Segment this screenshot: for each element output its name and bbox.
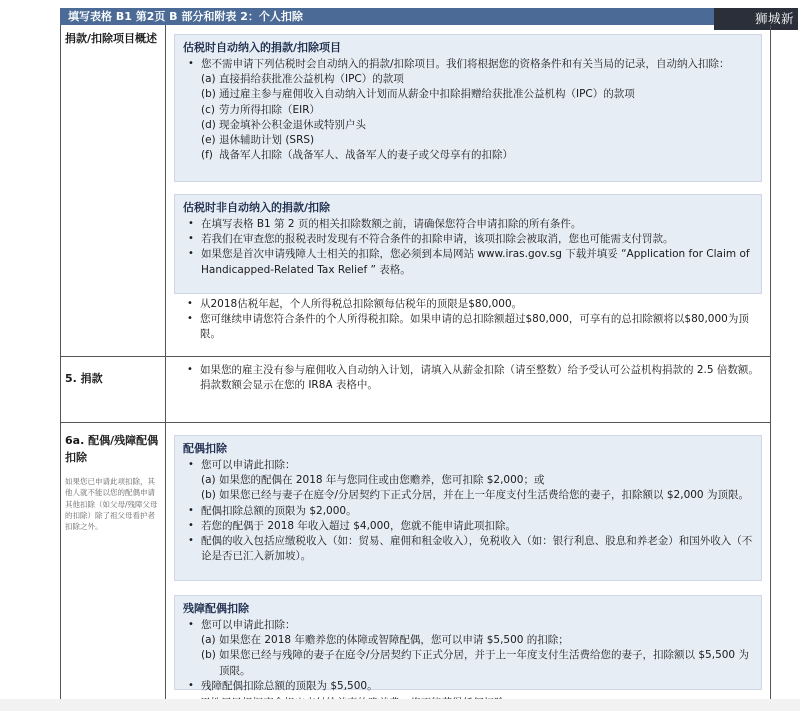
item-label: (a) xyxy=(201,73,216,86)
item-label: (b) xyxy=(201,649,216,662)
item-text: 战备军人扣除（战备军人、战备军人的妻子或父母享有的扣除） xyxy=(219,149,513,162)
list-item xyxy=(201,633,753,648)
item-text: 劳力所得扣除（EIR） xyxy=(219,103,321,116)
list-item: • 在填写表格 B1 第 2 页的相关扣除数额之前，请确保您符合申请扣除的所有条件。 xyxy=(183,217,753,232)
manual-relief-list xyxy=(183,217,753,278)
auto-relief-intro xyxy=(183,57,753,164)
auto-relief-intro-text: 您不需申请下列估税时会自动纳入的捐款/扣除项目。我们将根据您的资格条件和有关当局的记录，自动纳入扣除： xyxy=(201,57,730,70)
auto-relief-list xyxy=(183,57,753,164)
auto-relief-items xyxy=(201,72,753,163)
list-item xyxy=(201,103,753,118)
item-label: (e) xyxy=(201,134,216,147)
overview-label-cell xyxy=(61,25,166,356)
header-title: 填写表格 B1 第2页 B 部分和附表 2：个人扣除 xyxy=(68,10,303,23)
spouse-relief-list xyxy=(183,458,753,565)
item-text: 退休辅助计划 (SRS) xyxy=(219,134,315,147)
relief-cap-list xyxy=(174,294,762,343)
item-label: (f) xyxy=(201,149,213,162)
item-text: 如果您已经与残障的妻子在庭令/分居契约下正式分居，并于上一年度支付生活费给您的妻子，扣除额以 $5,500 为顶限。 xyxy=(219,649,749,677)
item-text: 通过雇主参与雇佣收入自动纳入计划而从薪金中扣除捐赠给获批准公益机构（IPC）的款项 xyxy=(219,88,635,101)
list-item: • 配偶的收入包括应缴税收入（如：贸易、雇佣和租金收入），免税收入（如：银行利息、股息和养老金）和国外收入（不论是否已汇入新加坡）。 xyxy=(183,534,753,564)
list-item: • 您可继续申请您符合条件的个人所得税扣除。如果申请的总扣除额超过$80,000，可享有的总扣除额将以$80,000为顶限。 xyxy=(182,312,762,342)
handicapped-spouse-items xyxy=(201,633,753,679)
item-label: (b) xyxy=(201,88,216,101)
donations-content-cell xyxy=(166,357,770,422)
list-item xyxy=(201,133,753,148)
list-item xyxy=(201,648,753,678)
manual-relief-title: 估税时非自动纳入的捐款/扣除 xyxy=(183,201,331,214)
item-text: 如果您已经与妻子在庭令/分居契约下正式分居，并在上一年度支付生活费给您的妻子，扣除额以 $2,000 为顶限。 xyxy=(219,489,749,502)
list-item xyxy=(201,72,753,87)
manual-relief-box xyxy=(174,194,762,294)
list-item xyxy=(201,87,753,102)
donations-label-cell xyxy=(61,357,166,422)
auto-relief-title: 估税时自动纳入的捐款/扣除项目 xyxy=(183,41,342,54)
donations-title: 5. 捐款 xyxy=(65,372,103,385)
list-item xyxy=(201,473,753,488)
handicapped-spouse-intro: 您可以申请此扣除： xyxy=(201,618,296,631)
spouse-relief-title: 配偶扣除 xyxy=(183,442,227,455)
list-item xyxy=(183,618,753,679)
header-bar xyxy=(60,8,771,25)
handicapped-spouse-box xyxy=(174,595,762,690)
item-label: (c) xyxy=(201,103,215,116)
list-item: • 如果您是首次申请残障人士相关的扣除，您必须到本局网站 www.iras.gov.sg 下载并填妥 “Application for Claim of Handicapped-Related Tax Relief ” 表格。 xyxy=(183,247,753,277)
item-label: (a) xyxy=(201,474,216,487)
item-label: (a) xyxy=(201,634,216,647)
row-donations xyxy=(61,356,770,422)
item-text: 如果您在 2018 年赡养您的体障或智障配偶，您可以申请 $5,500 的扣除； xyxy=(219,634,569,647)
spouse-section-note: 如果您已申请此项扣除，其他人就不能以您的配偶申请其他扣除（如父母/残障父母的扣除）除了祖父母看护者扣除之外。 xyxy=(65,477,158,531)
row-overview xyxy=(61,25,770,356)
spouse-relief-box xyxy=(174,435,762,581)
list-item: • 如果您的雇主没有参与雇佣收入自动纳入计划，请填入从薪金扣除（请至整数）给予受认可公益机构捐款的 2.5 倍数额。捐款数额会显示在您的 IR8A 表格中。 xyxy=(182,363,762,393)
auto-relief-box xyxy=(174,34,762,182)
spouse-relief-items xyxy=(201,473,753,503)
list-item: • 若我们在审查您的报税表时发现有不符合条件的扣除申请，该项扣除会被取消，您也可能需支付罚款。 xyxy=(183,232,753,247)
row-spouse-relief xyxy=(61,422,770,699)
list-item xyxy=(201,118,753,133)
handicapped-spouse-title: 残障配偶扣除 xyxy=(183,602,249,615)
overview-title: 捐款/扣除项目概述 xyxy=(65,32,158,45)
spouse-relief-intro: 您可以申请此扣除： xyxy=(201,458,296,471)
overview-content-cell xyxy=(166,25,770,356)
list-item xyxy=(183,458,753,504)
item-label: (b) xyxy=(201,489,216,502)
spouse-section-title: 6a. 配偶/残障配偶扣除 xyxy=(65,434,159,464)
list-item: • 若您的配偶于 2018 年收入超过 $4,000，您就不能申请此项扣除。 xyxy=(183,519,753,534)
item-label: (d) xyxy=(201,118,216,131)
watermark-text: 狮城新 xyxy=(754,11,794,26)
donations-list xyxy=(174,363,762,393)
bottom-strip xyxy=(0,699,800,711)
list-item: • 从2018估税年起，个人所得税总扣除额每估税年的顶限是$80,000。 xyxy=(182,297,762,312)
list-item: • 配偶扣除总额的顶限为 $2,000。 xyxy=(183,504,753,519)
spouse-content-cell xyxy=(166,423,770,699)
relief-table xyxy=(60,25,771,699)
spouse-label-cell xyxy=(61,423,166,699)
list-item xyxy=(201,148,753,163)
list-item: • 残障配偶扣除总额的顶限为 $5,500。 xyxy=(183,679,753,694)
item-text: 直接捐给获批准公益机构（IPC）的款项 xyxy=(219,73,404,86)
handicapped-spouse-list xyxy=(183,618,753,694)
item-text: 现金填补公积金退休或特别户头 xyxy=(219,118,366,131)
item-text: 如果您的配偶在 2018 年与您同住或由您赡养，您可扣除 $2,000；或 xyxy=(219,474,545,487)
list-item xyxy=(201,488,753,503)
